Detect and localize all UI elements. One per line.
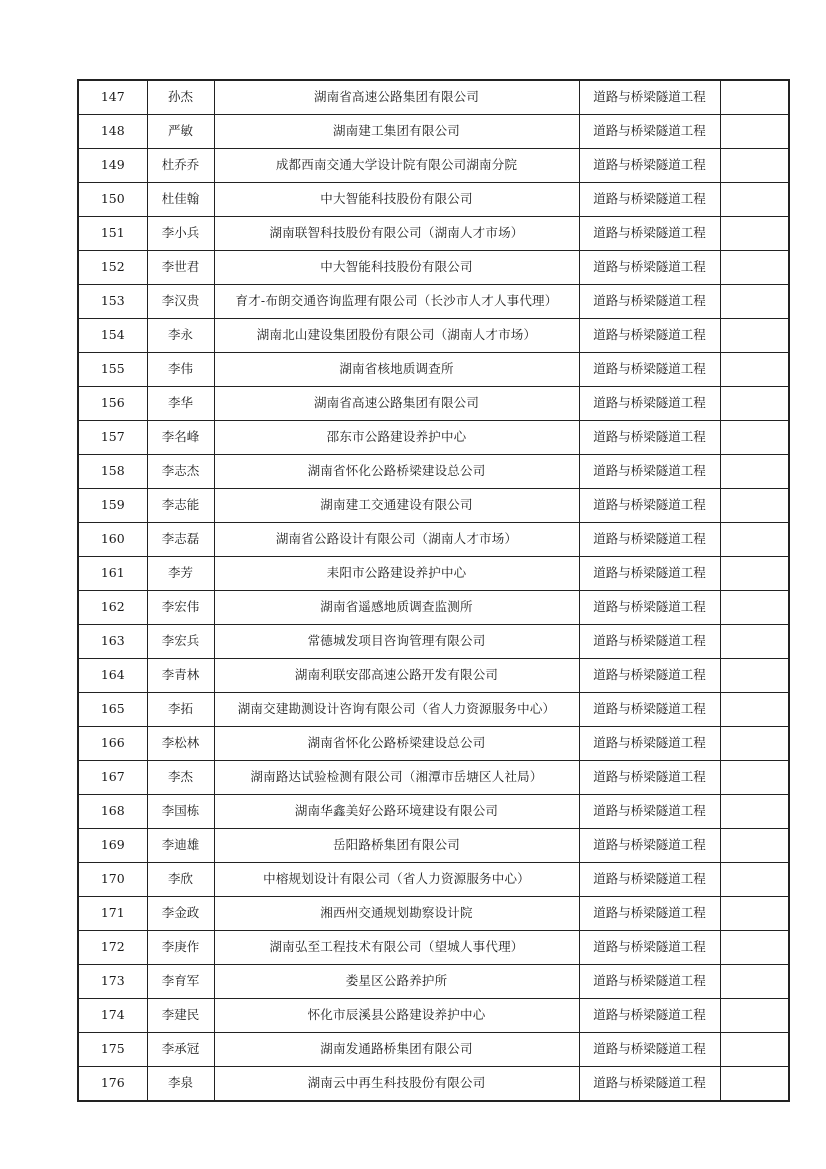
table-row [78, 523, 789, 557]
table-row [78, 353, 789, 387]
row-number-cell: 176 [78, 1067, 147, 1102]
table-row [78, 625, 789, 659]
specialty-cell: 道路与桥梁隧道工程 [579, 965, 720, 999]
specialty-cell: 道路与桥梁隧道工程 [579, 319, 720, 353]
table-row [78, 795, 789, 829]
specialty-cell: 道路与桥梁隧道工程 [579, 727, 720, 761]
remark-cell [720, 591, 789, 625]
person-name-cell: 李永 [147, 319, 214, 353]
specialty-cell: 道路与桥梁隧道工程 [579, 251, 720, 285]
organization-cell: 湖南路达试验检测有限公司（湘潭市岳塘区人社局） [214, 761, 579, 795]
specialty-cell: 道路与桥梁隧道工程 [579, 897, 720, 931]
organization-cell: 湖南发通路桥集团有限公司 [214, 1033, 579, 1067]
specialty-cell: 道路与桥梁隧道工程 [579, 217, 720, 251]
person-name-cell: 李建民 [147, 999, 214, 1033]
organization-cell: 中大智能科技股份有限公司 [214, 183, 579, 217]
organization-cell: 怀化市辰溪县公路建设养护中心 [214, 999, 579, 1033]
person-name-cell: 李青林 [147, 659, 214, 693]
specialty-cell: 道路与桥梁隧道工程 [579, 183, 720, 217]
specialty-cell: 道路与桥梁隧道工程 [579, 931, 720, 965]
remark-cell [720, 727, 789, 761]
specialty-cell: 道路与桥梁隧道工程 [579, 80, 720, 115]
row-number-cell: 157 [78, 421, 147, 455]
table-row [78, 863, 789, 897]
remark-cell [720, 523, 789, 557]
organization-cell: 湖南省怀化公路桥梁建设总公司 [214, 455, 579, 489]
specialty-cell: 道路与桥梁隧道工程 [579, 1033, 720, 1067]
remark-cell [720, 319, 789, 353]
row-number-cell: 163 [78, 625, 147, 659]
person-name-cell: 孙杰 [147, 80, 214, 115]
remark-cell [720, 693, 789, 727]
specialty-cell: 道路与桥梁隧道工程 [579, 455, 720, 489]
remark-cell [720, 489, 789, 523]
table-row [78, 965, 789, 999]
person-name-cell: 李育军 [147, 965, 214, 999]
roster-table-body [78, 80, 789, 1101]
organization-cell: 湖南省高速公路集团有限公司 [214, 80, 579, 115]
specialty-cell: 道路与桥梁隧道工程 [579, 625, 720, 659]
table-row [78, 489, 789, 523]
remark-cell [720, 829, 789, 863]
person-name-cell: 李志磊 [147, 523, 214, 557]
row-number-cell: 174 [78, 999, 147, 1033]
organization-cell: 湖南建工集团有限公司 [214, 115, 579, 149]
remark-cell [720, 931, 789, 965]
remark-cell [720, 999, 789, 1033]
person-name-cell: 李世君 [147, 251, 214, 285]
table-row [78, 761, 789, 795]
row-number-cell: 148 [78, 115, 147, 149]
table-row [78, 591, 789, 625]
organization-cell: 湖南省高速公路集团有限公司 [214, 387, 579, 421]
row-number-cell: 149 [78, 149, 147, 183]
specialty-cell: 道路与桥梁隧道工程 [579, 693, 720, 727]
table-row [78, 659, 789, 693]
remark-cell [720, 353, 789, 387]
remark-cell [720, 965, 789, 999]
row-number-cell: 147 [78, 80, 147, 115]
row-number-cell: 164 [78, 659, 147, 693]
person-name-cell: 李汉贵 [147, 285, 214, 319]
specialty-cell: 道路与桥梁隧道工程 [579, 387, 720, 421]
organization-cell: 湖南省公路设计有限公司（湖南人才市场） [214, 523, 579, 557]
specialty-cell: 道路与桥梁隧道工程 [579, 285, 720, 319]
organization-cell: 中榕规划设计有限公司（省人力资源服务中心） [214, 863, 579, 897]
remark-cell [720, 217, 789, 251]
row-number-cell: 155 [78, 353, 147, 387]
remark-cell [720, 1067, 789, 1102]
person-name-cell: 杜乔乔 [147, 149, 214, 183]
specialty-cell: 道路与桥梁隧道工程 [579, 795, 720, 829]
person-name-cell: 李庚作 [147, 931, 214, 965]
table-row [78, 183, 789, 217]
specialty-cell: 道路与桥梁隧道工程 [579, 557, 720, 591]
remark-cell [720, 557, 789, 591]
organization-cell: 育才-布朗交通咨询监理有限公司（长沙市人才人事代理） [214, 285, 579, 319]
row-number-cell: 161 [78, 557, 147, 591]
remark-cell [720, 795, 789, 829]
row-number-cell: 170 [78, 863, 147, 897]
person-name-cell: 李国栋 [147, 795, 214, 829]
specialty-cell: 道路与桥梁隧道工程 [579, 489, 720, 523]
row-number-cell: 165 [78, 693, 147, 727]
table-row [78, 1067, 789, 1102]
table-row [78, 319, 789, 353]
row-number-cell: 160 [78, 523, 147, 557]
specialty-cell: 道路与桥梁隧道工程 [579, 523, 720, 557]
table-row [78, 421, 789, 455]
organization-cell: 中大智能科技股份有限公司 [214, 251, 579, 285]
row-number-cell: 151 [78, 217, 147, 251]
specialty-cell: 道路与桥梁隧道工程 [579, 115, 720, 149]
organization-cell: 湖南北山建设集团股份有限公司（湖南人才市场） [214, 319, 579, 353]
specialty-cell: 道路与桥梁隧道工程 [579, 761, 720, 795]
organization-cell: 岳阳路桥集团有限公司 [214, 829, 579, 863]
specialty-cell: 道路与桥梁隧道工程 [579, 659, 720, 693]
organization-cell: 湖南华鑫美好公路环境建设有限公司 [214, 795, 579, 829]
organization-cell: 湖南联智科技股份有限公司（湖南人才市场） [214, 217, 579, 251]
remark-cell [720, 115, 789, 149]
organization-cell: 湖南省遥感地质调查监测所 [214, 591, 579, 625]
specialty-cell: 道路与桥梁隧道工程 [579, 591, 720, 625]
remark-cell [720, 761, 789, 795]
specialty-cell: 道路与桥梁隧道工程 [579, 999, 720, 1033]
table-row [78, 217, 789, 251]
specialty-cell: 道路与桥梁隧道工程 [579, 863, 720, 897]
table-row [78, 557, 789, 591]
remark-cell [720, 625, 789, 659]
organization-cell: 邵东市公路建设养护中心 [214, 421, 579, 455]
row-number-cell: 169 [78, 829, 147, 863]
row-number-cell: 153 [78, 285, 147, 319]
person-name-cell: 李金政 [147, 897, 214, 931]
row-number-cell: 168 [78, 795, 147, 829]
organization-cell: 湖南交建勘测设计咨询有限公司（省人力资源服务中心） [214, 693, 579, 727]
table-row [78, 693, 789, 727]
remark-cell [720, 387, 789, 421]
table-row [78, 999, 789, 1033]
person-name-cell: 严敏 [147, 115, 214, 149]
person-name-cell: 李志杰 [147, 455, 214, 489]
organization-cell: 湖南利联安邵高速公路开发有限公司 [214, 659, 579, 693]
remark-cell [720, 80, 789, 115]
table-row [78, 387, 789, 421]
person-name-cell: 李迪雄 [147, 829, 214, 863]
person-name-cell: 李松林 [147, 727, 214, 761]
remark-cell [720, 863, 789, 897]
person-name-cell: 杜佳翰 [147, 183, 214, 217]
remark-cell [720, 421, 789, 455]
row-number-cell: 172 [78, 931, 147, 965]
table-row [78, 285, 789, 319]
table-row [78, 829, 789, 863]
person-name-cell: 李名峰 [147, 421, 214, 455]
table-row [78, 897, 789, 931]
specialty-cell: 道路与桥梁隧道工程 [579, 1067, 720, 1102]
specialty-cell: 道路与桥梁隧道工程 [579, 829, 720, 863]
row-number-cell: 166 [78, 727, 147, 761]
roster-table [77, 79, 790, 1102]
specialty-cell: 道路与桥梁隧道工程 [579, 421, 720, 455]
organization-cell: 成都西南交通大学设计院有限公司湖南分院 [214, 149, 579, 183]
person-name-cell: 李欣 [147, 863, 214, 897]
remark-cell [720, 149, 789, 183]
person-name-cell: 李宏兵 [147, 625, 214, 659]
organization-cell: 耒阳市公路建设养护中心 [214, 557, 579, 591]
table-row [78, 455, 789, 489]
person-name-cell: 李杰 [147, 761, 214, 795]
table-row [78, 149, 789, 183]
organization-cell: 娄星区公路养护所 [214, 965, 579, 999]
row-number-cell: 173 [78, 965, 147, 999]
organization-cell: 湖南云中再生科技股份有限公司 [214, 1067, 579, 1102]
organization-cell: 湖南弘至工程技术有限公司（望城人事代理） [214, 931, 579, 965]
specialty-cell: 道路与桥梁隧道工程 [579, 353, 720, 387]
person-name-cell: 李华 [147, 387, 214, 421]
organization-cell: 常德城发项目咨询管理有限公司 [214, 625, 579, 659]
person-name-cell: 李承冠 [147, 1033, 214, 1067]
table-row [78, 727, 789, 761]
remark-cell [720, 1033, 789, 1067]
remark-cell [720, 455, 789, 489]
person-name-cell: 李志能 [147, 489, 214, 523]
specialty-cell: 道路与桥梁隧道工程 [579, 149, 720, 183]
person-name-cell: 李小兵 [147, 217, 214, 251]
row-number-cell: 167 [78, 761, 147, 795]
person-name-cell: 李宏伟 [147, 591, 214, 625]
row-number-cell: 162 [78, 591, 147, 625]
organization-cell: 湖南建工交通建设有限公司 [214, 489, 579, 523]
remark-cell [720, 183, 789, 217]
organization-cell: 湘西州交通规划勘察设计院 [214, 897, 579, 931]
organization-cell: 湖南省核地质调查所 [214, 353, 579, 387]
row-number-cell: 175 [78, 1033, 147, 1067]
table-row [78, 251, 789, 285]
person-name-cell: 李泉 [147, 1067, 214, 1102]
row-number-cell: 152 [78, 251, 147, 285]
person-name-cell: 李伟 [147, 353, 214, 387]
remark-cell [720, 897, 789, 931]
row-number-cell: 150 [78, 183, 147, 217]
table-row [78, 80, 789, 115]
table-row [78, 1033, 789, 1067]
row-number-cell: 158 [78, 455, 147, 489]
row-number-cell: 156 [78, 387, 147, 421]
table-row [78, 115, 789, 149]
person-name-cell: 李芳 [147, 557, 214, 591]
remark-cell [720, 659, 789, 693]
person-name-cell: 李拓 [147, 693, 214, 727]
document-page [77, 79, 788, 1102]
table-row [78, 931, 789, 965]
organization-cell: 湖南省怀化公路桥梁建设总公司 [214, 727, 579, 761]
remark-cell [720, 251, 789, 285]
row-number-cell: 154 [78, 319, 147, 353]
remark-cell [720, 285, 789, 319]
row-number-cell: 159 [78, 489, 147, 523]
row-number-cell: 171 [78, 897, 147, 931]
